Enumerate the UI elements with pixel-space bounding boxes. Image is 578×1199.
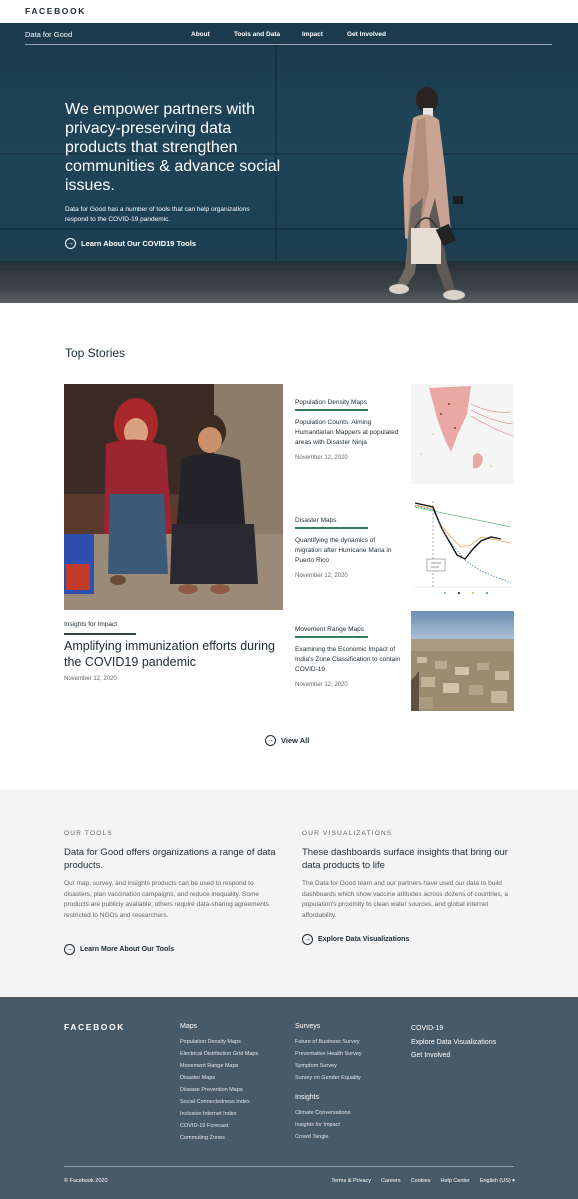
category-underline <box>295 409 368 411</box>
hero-title: We empower partners with privacy-preserving data products that strengthen communities & advance social issues. <box>65 101 281 194</box>
footer-copyright: © Facebook 2020 <box>64 1178 108 1184</box>
footer-maps-heading[interactable]: Maps <box>180 1023 198 1030</box>
footer-link[interactable]: Electrical Distribution Grid Maps <box>180 1051 259 1057</box>
story-title[interactable]: Examining the Economic Impact of India's Zone Classification to contain COVID-19 <box>295 646 401 673</box>
footer-facebook-logo[interactable]: FACEBOOK <box>64 1022 125 1032</box>
circle-arrow-right-icon: → <box>304 936 311 943</box>
explore-visualizations-link[interactable] <box>302 934 409 945</box>
nav-divider <box>25 44 552 45</box>
footer-primary-links <box>411 1022 496 1063</box>
our-visualizations-body: The Data for Good team and our partners have used our data to build dashboards which show vaccine attitudes across dozens of countries, a population's proximity to clean water sources, and global internet affordability. <box>302 880 508 919</box>
footer-divider <box>64 1166 514 1167</box>
nav-item-tools-and-data[interactable]: Tools and Data <box>234 31 281 38</box>
story-date: November 12, 2020 <box>295 682 348 688</box>
footer-link[interactable]: COVID-19 Forecast <box>180 1123 229 1129</box>
footer <box>0 997 578 1199</box>
nav-item-impact[interactable]: Impact <box>302 31 323 38</box>
footer-link[interactable]: Crowd Tangle <box>295 1134 329 1140</box>
footer-link[interactable]: Insights for Impact <box>295 1122 340 1128</box>
circle-arrow-right-icon: → <box>66 946 73 953</box>
cookies-link[interactable]: Cookies <box>410 1178 431 1184</box>
category-underline <box>295 527 368 529</box>
feature-story-date: November 12, 2020 <box>64 676 117 682</box>
footer-covid-link[interactable]: COVID-19 <box>411 1025 444 1032</box>
feature-category-underline <box>64 633 136 635</box>
story-thumbnail-chart[interactable] <box>411 497 514 597</box>
facebook-logo[interactable]: FACEBOOK <box>25 6 86 16</box>
story-category[interactable]: Movement Range Maps <box>295 626 365 633</box>
footer-link[interactable]: Social Connectedness Index <box>180 1099 250 1105</box>
footer-link[interactable]: Inclusive Internet Index <box>180 1111 237 1117</box>
view-all-link[interactable] <box>265 735 309 746</box>
nav-item-about[interactable]: About <box>191 31 210 38</box>
our-tools-heading: Data for Good offers organizations a range of data products. <box>64 847 276 871</box>
footer-link[interactable]: Preventative Health Survey <box>295 1051 362 1057</box>
footer-surveys-heading[interactable]: Surveys <box>295 1023 321 1030</box>
footer-maps-column <box>180 1023 258 1144</box>
story-date: November 12, 2020 <box>295 573 348 579</box>
tools-section <box>0 789 578 997</box>
hero-subtitle: Data for Good has a number of tools that can help organizations respond to the COVID-19 pandemic. <box>65 206 250 223</box>
story-title[interactable]: Population Counts: Aiming Humanitarian Mappers at populated areas with Disaster Ninja <box>295 419 399 446</box>
learn-more-tools-label: Learn More About Our Tools <box>80 946 175 953</box>
footer-surveys-column <box>295 1023 362 1143</box>
our-visualizations-heading: These dashboards surface insights that bring our data products to life <box>302 847 508 871</box>
hero-cta-label: Learn About Our COVID19 Tools <box>81 239 197 248</box>
footer-link[interactable]: Disaster Maps <box>180 1075 216 1081</box>
learn-more-tools-link[interactable] <box>64 944 174 955</box>
footer-explore-viz-link[interactable]: Explore Data Visualizations <box>411 1038 497 1046</box>
feature-story-category[interactable]: Insights for Impact <box>64 621 118 628</box>
footer-link[interactable]: Movement Range Maps <box>180 1063 239 1069</box>
terms-privacy-link[interactable]: Terms & Privacy <box>331 1178 372 1184</box>
view-all-label: View All <box>281 736 310 745</box>
our-visualizations-kicker: OUR VISUALIZATIONS <box>302 830 393 837</box>
story-date: November 12, 2020 <box>295 455 348 461</box>
wall-seam <box>0 228 578 230</box>
help-center-link[interactable]: Help Center <box>440 1178 470 1184</box>
footer-link[interactable]: Commuting Zones <box>180 1135 225 1141</box>
top-bar <box>0 0 578 23</box>
circle-arrow-right-icon: → <box>67 240 74 247</box>
hero-section <box>0 23 578 303</box>
story-thumbnail-city-photo[interactable] <box>411 611 514 711</box>
our-tools-body: Our map, survey, and insights products can be used to respond to disasters, plan vaccination campaigns, and reduce inequality. Some products are publicly available; others require data-sharing agreements restricted to NGOs and researchers. <box>64 880 269 919</box>
story-card[interactable] <box>295 399 403 461</box>
feature-story-image[interactable] <box>64 384 283 610</box>
story-title[interactable]: Quantifying the dynamics of migration after Hurricane Maria in Puerto Rico <box>295 537 392 564</box>
story-card[interactable] <box>295 517 403 579</box>
footer-link[interactable]: Survey on Gender Equality <box>295 1075 361 1081</box>
our-tools-column <box>64 830 279 921</box>
explore-visualizations-label: Explore Data Visualizations <box>318 936 410 943</box>
story-category[interactable]: Population Density Maps <box>295 399 367 406</box>
careers-link[interactable]: Careers <box>381 1178 401 1184</box>
feature-story-title[interactable]: Amplifying immunization efforts during the COVID19 pandemic <box>64 639 275 669</box>
our-tools-kicker: OUR TOOLS <box>64 830 113 837</box>
circle-arrow-right-icon: → <box>267 737 274 744</box>
footer-link[interactable]: Population Density Maps <box>180 1039 241 1045</box>
story-card[interactable] <box>295 626 403 688</box>
sidewalk <box>0 265 578 303</box>
category-underline <box>295 636 368 638</box>
our-visualizations-column <box>302 830 517 921</box>
footer-link[interactable]: Future of Business Survey <box>295 1039 360 1045</box>
footer-link[interactable]: Symptom Survey <box>295 1063 337 1069</box>
footer-link[interactable]: Disease Prevention Maps <box>180 1087 243 1093</box>
footer-bottom-links <box>331 1178 515 1184</box>
footer-insights-heading[interactable]: Insights <box>295 1094 320 1101</box>
nav-brand[interactable]: Data for Good <box>25 30 73 39</box>
language-selector[interactable]: English (US) ▾ <box>479 1178 515 1184</box>
top-stories-title: Top Stories <box>65 346 126 360</box>
hero-cta-link[interactable] <box>65 238 196 249</box>
nav-item-get-involved[interactable]: Get Involved <box>347 31 387 38</box>
story-thumbnail-map[interactable] <box>411 384 514 484</box>
walking-person-image <box>355 58 475 303</box>
footer-link[interactable]: Climate Conversations <box>295 1110 351 1116</box>
footer-get-involved-link[interactable]: Get Involved <box>411 1052 451 1059</box>
story-category[interactable]: Disaster Maps <box>295 517 337 524</box>
